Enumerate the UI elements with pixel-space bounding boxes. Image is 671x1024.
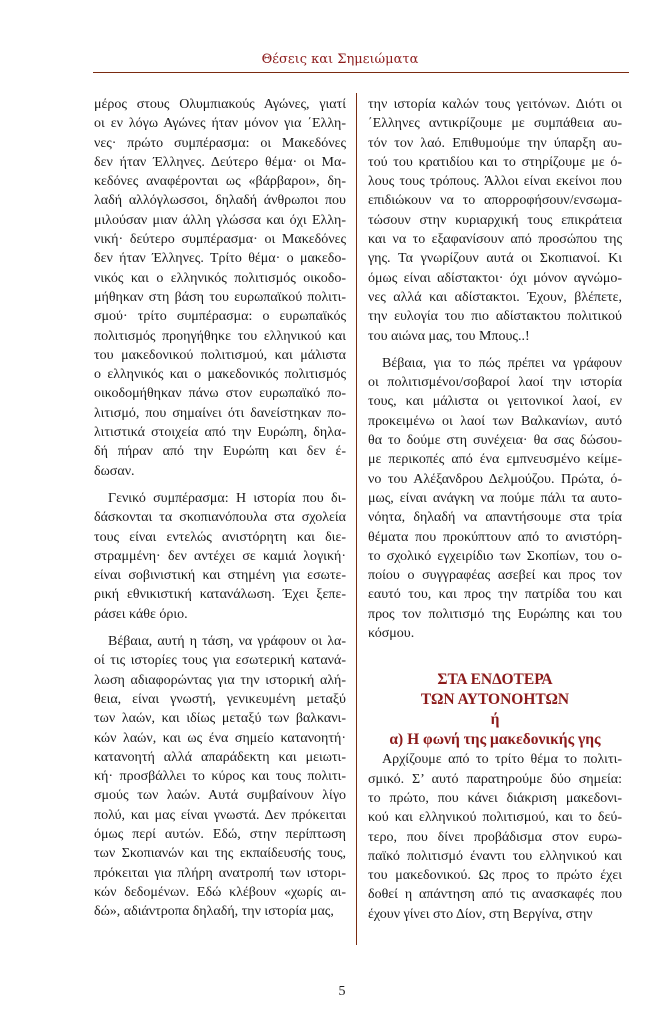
- text-line: θεια, είναι γνωστή, γενικευμένη μεταξύ: [94, 691, 346, 707]
- text-line: σμού· τρίτο συμπέρασμα: ο ευρωπαϊκός: [94, 309, 346, 325]
- text-line: πολιτισμός προηγήθηκε του ελληνικού και: [94, 328, 346, 344]
- section-title-line3: ή: [490, 711, 500, 729]
- section-title-line1: ΣΤΑ ΕΝΔΟΤΕΡΑ: [437, 671, 553, 689]
- text-line: τερο, που δίνει προβάδισμα στον ευρω-: [368, 829, 622, 845]
- text-line: προκειμένω οι λαοί των Βαλκανίων, αυτό: [368, 413, 622, 429]
- text-line: μιλούσαν μιαν άλλη γλώσσα και όχι Ελλη-: [94, 212, 346, 228]
- text-line: νες αλλά και αδίστακτοι. Έχουν, βλέπετε,: [368, 289, 622, 305]
- text-line: ο ελληνικός και ο μακεδονικός πολιτισμός: [94, 367, 346, 383]
- text-line: ράσει κάθε όριο.: [94, 606, 188, 622]
- text-line: κεδόνες αναφέρονται ως «βάρβαροι», δη-: [94, 174, 346, 190]
- header-rule: [93, 72, 629, 73]
- text-line: το σχολικό εγχειρίδιο των Σκοπίων, του ο-: [368, 548, 622, 564]
- text-line: στραμμένη· δεν αντέχει σε καμιά λογική·: [94, 548, 346, 564]
- text-line: λιτισμό, που σημαίνει ότι δανείστηκαν πο-: [94, 405, 346, 421]
- text-line: τους είναι εντελώς ανιστόρητη και διε-: [94, 529, 346, 545]
- text-line: επιδιώκουν να το απορροφήσουν/ενσωμα-: [368, 193, 622, 209]
- text-line: δεν ήταν Έλληνες. Δεύτερο θέμα· οι Μα-: [94, 154, 346, 170]
- text-line: με περικοπές από ένα εμπνευσμένο κείμε-: [368, 452, 622, 468]
- text-line: δή πήραν από την Ευρώπη και δεν έ-: [94, 444, 346, 460]
- text-line: του αιώνα μας, του Μπους..!: [368, 328, 530, 344]
- right-paragraphs: [368, 95, 622, 643]
- text-line: λαδή αλλόγλωσσοι, δηλαδή άνθρωποι που: [94, 193, 346, 209]
- text-line: εαυτό του, και προς την πατρίδα του και: [368, 587, 622, 603]
- text-line: ποίου ο συγγραφέας ασεβεί και προς τον: [368, 568, 622, 584]
- text-line: κόσμου.: [368, 626, 415, 642]
- text-line: την ιστορία καλών τους γειτόνων. Διότι οι: [368, 97, 622, 112]
- section-paragraph: [368, 750, 622, 924]
- text-line: Γενικό συμπέρασμα: Η ιστορία που δι-: [108, 490, 346, 506]
- section-title-line2: ΤΩΝ ΑΥΤΟΝΟΗΤΩΝ: [420, 691, 570, 709]
- text-line: παϊκό πολιτισμό έναντι του ελληνικού και: [368, 848, 622, 864]
- text-line: κατανοητή αλλά απαράδεκτη και μειωτι-: [94, 749, 346, 765]
- text-line: όμως είναι αδίστακτοι· όχι μόνον αγνώμο-: [368, 270, 622, 286]
- text-line: νικός και ο ελληνικός πολιτισμός οικοδο-: [94, 270, 346, 286]
- text-line: του μακεδονικού πολιτισμού, και μάλιστα: [94, 347, 346, 363]
- text-line: έχουν γίνει στο Δίον, στη Βεργίνα, στην: [368, 906, 593, 922]
- text-line: λιτιστικά στοιχεία από την Ευρώπη, δηλα-: [94, 425, 346, 441]
- text-line: πολύ, και μας είναι γνωστά. Δεν πρόκειται: [94, 807, 346, 823]
- text-line: Αρχίζουμε από το τρίτο θέμα το πολιτι-: [382, 752, 622, 768]
- text-line: οι πολιτισμένοι/σοβαροί λαοί την ιστορία: [368, 375, 622, 391]
- text-line: κών δεδομένων. Εδώ κλέβουν «χωρίς αι-: [94, 884, 346, 900]
- text-line: νική· δεύτερο συμπέρασμα· οι Μακεδόνες: [94, 232, 346, 248]
- text-line: το πρώτο, που κάνει διάκριση μακεδονι-: [368, 790, 622, 806]
- text-line: δάσκονται τα σκοπιανόπουλα στα σχολεία: [94, 510, 346, 526]
- column-divider: [356, 93, 357, 945]
- text-line: νο του Αλέξανδρου Δελμούζου. Πρώτα, ό-: [368, 471, 622, 487]
- text-line: ρική εθνικιστική κατανάλωση. Έχει ξεπε-: [94, 587, 346, 603]
- text-line: νόητα, δηλαδή να απαντήσουμε στα τρία: [368, 510, 622, 526]
- text-line: θέματα που προκύπτουν από το ανιστόρη-: [368, 529, 622, 545]
- text-line: πρόκειται για πλήρη ανατροπή των ιστορι-: [94, 865, 346, 881]
- text-line: μως, είναι ανάγκη να πούμε πάλι τα αυτο-: [368, 490, 622, 506]
- text-line: είναι σοβινιστική και στημένη για εσωτε-: [94, 568, 346, 584]
- text-line: κή· προσβάλλει το κύρος και τους πολιτι-: [94, 769, 346, 785]
- text-line: Βέβαια, αυτή η τάση, να γράφουν οι λα-: [108, 634, 346, 650]
- right-column: [368, 95, 622, 924]
- text-line: λωση αδιαφορώντας για την ιστορική αλή-: [94, 672, 346, 688]
- text-line: σμικό. Σ’ αυτό παρατηρούμε δύο σημεία:: [368, 771, 622, 787]
- text-line: δεν ήταν Έλληνες. Τρίτο θέμα· ο μακεδο-: [94, 251, 346, 267]
- text-line: οι εν λόγω Αγώνες ήταν μόνον για ΄Ελλη-: [94, 116, 346, 132]
- text-line: όμως περί αυτών. Εδώ, στην περίπτωση: [94, 826, 346, 842]
- text-line: τόν τον λαό. Επιθυμούμε την ύπαρξη αυ-: [368, 135, 622, 151]
- text-line: τους, και μάλιστα οι γειτονικοί λαοί, εν: [368, 394, 622, 410]
- text-line: λους τους τρόπους. Άλλοι είναι εκείνοι που: [368, 174, 622, 190]
- running-header: Θέσεις και Σημειώματα: [261, 52, 419, 67]
- text-line: οί τις ιστορίες τους για εσωτερική κατανά-: [94, 653, 346, 669]
- text-line: την ευλογία του πιο αδίστακτου πολιτικού: [368, 309, 622, 325]
- text-line: δοθεί η απάντηση από τις ανασκαφές που: [368, 887, 622, 903]
- text-line: μέρος στους Ολυμπιακούς Αγώνες, γιατί: [94, 97, 346, 112]
- text-line: τού του κρατιδίου και το στηρίζουμε με ό-: [368, 154, 622, 170]
- text-line: των λαών, και ιδίως μεταξύ των βαλκανι-: [94, 711, 346, 727]
- text-line: μήθηκαν στη βάση του ευρωπαϊκού πολιτι-: [94, 289, 346, 305]
- text-line: κών λαών, και ως ένα σημείο κατανοητή·: [94, 730, 346, 746]
- text-line: νες· πρώτο συμπέρασμα: οι Μακεδόνες: [94, 135, 346, 151]
- text-line: δωσαν.: [94, 463, 135, 479]
- text-line: του μακεδονικού. Ως προς το πρώτο έχει: [368, 868, 622, 884]
- text-line: των Σκοπιανών και της εκπαίδευσής τους,: [94, 846, 346, 862]
- text-line: θα το δούμε στη συνέχεια· θα σας δώσου-: [368, 433, 622, 449]
- text-line: κού και ελληνικού πολιτισμού, και το δεύ-: [368, 810, 622, 826]
- left-column: [94, 95, 346, 921]
- text-line: σμούς των λαών. Αυτά συμβαίνουν λίγο: [94, 788, 346, 804]
- text-line: τώσουν στην κυριαρχική τους επικράτεια: [368, 212, 622, 228]
- text-line: ΄Ελληνες αντικρίζουμε με συμπάθεια αυ-: [368, 116, 622, 132]
- text-line: οικοδομήθηκαν πάνω στον ευρωπαϊκό πο-: [94, 386, 346, 402]
- text-line: δώ», αδιάντροπα δηλαδή, την ιστορία μας,: [94, 904, 334, 920]
- text-line: προς τον πολιτισμό της Ευρώπης και του: [368, 606, 622, 622]
- page-number: 5: [338, 984, 346, 999]
- text-line: Βέβαια, για το πώς πρέπει να γράφουν: [382, 355, 622, 371]
- section-subtitle: α) Η φωνή της μακεδονικής γης: [389, 731, 601, 749]
- text-line: γης. Τα γνωρίζουν αυτά οι Σκοπιανοί. Κι: [368, 251, 622, 267]
- text-line: και να το εξαφανίσουν από προσώπου της: [368, 232, 622, 248]
